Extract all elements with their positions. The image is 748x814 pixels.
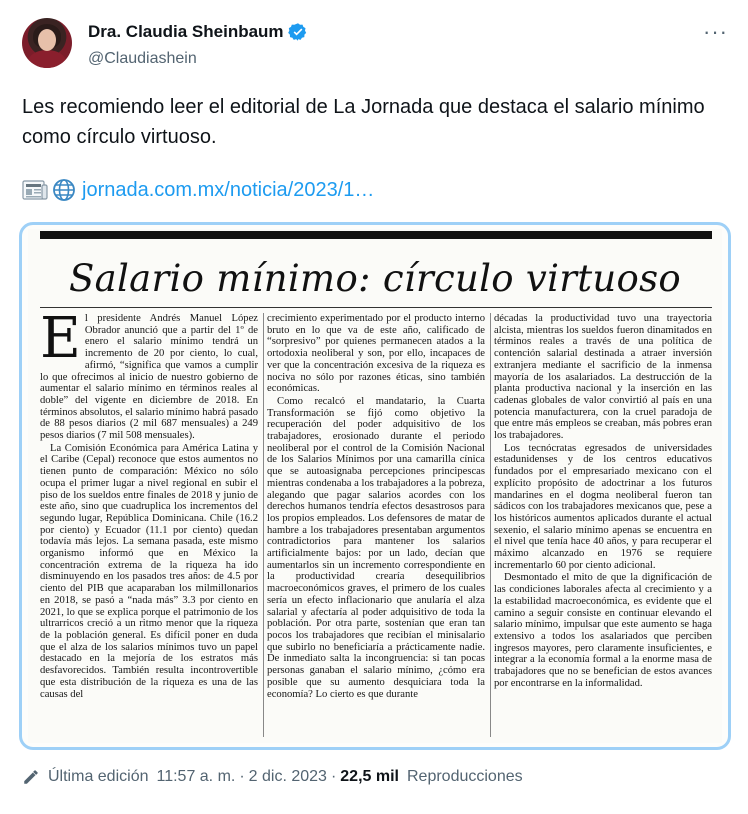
newspaper-icon: [22, 179, 48, 201]
column-divider: [490, 313, 491, 737]
column-3-paragraph-1: décadas la productividad tuvo una trayectoria alcista, mientras los sueldos fueron dinamitados en términos reales a través de una política de contención salarial destinada a atraer inversión extranjera mediante el sacrificio de la inmensa mayoría de los asalariados. La destrucción de la planta productiva nacional y la inserción en las cadenas globales de valor convirtió al país en una potencia manufacturera, con la cruel paradoja de que entre más empleos se creaban, más pobres eran los trabajadores.: [494, 313, 712, 442]
article-column-1: [40, 313, 258, 741]
article-column-3: [494, 313, 712, 741]
media-image-card[interactable]: [19, 222, 731, 750]
column-divider: [263, 313, 264, 737]
tweet-footer: [22, 768, 523, 786]
tweet-link-row[interactable]: [22, 178, 374, 202]
column-1-paragraph-1: l presidente Andrés Manuel López Obrador anunció que a partir del 1º de enero el salario mínimo tendrá un incremento de 20 por ciento, lo cual, afirmó, “significa que vamos a cumplir lo que ofrecimos al inicio de nuestro gobierno de aumentar el salario mínimo en términos reales al doble” del vigente en diciembre de 2018. En términos absolutos, el salario mínimo habrá pasado de 88 pesos diarios (2 mil 687 mensuales) a 249 pesos diarios (7 mil 508 mensuales).: [40, 313, 258, 442]
column-1-paragraph-2: La Comisión Económica para América Latina y el Caribe (Cepal) reconoce que estos aumentos no tienen punto de comparación: México no sólo ocupa el primer lugar a nivel regional en subir el piso de los sueldos entre finales de 2018 y junio de este año, sino que cuadruplica los incrementos del segundo lugar, República Dominicana. Chile (16.2 por ciento) y Ecuador (11.1 por ciento) quedan todavía más lejos. La semana pasada, este mismo organismo informó que en México la concentración extrema de la riqueza ha ido disminuyendo en los pasados tres años: de 4.5 por ciento del PIB que acaparaban los milmillonarios en 2018, se pasó a “nada más” 3.3 por ciento en 2021, lo que se explica porque el patrimonio de los ultrarricos creció a un ritmo menor que la riqueza de la población general. Es difícil poner en duda que el alza de los salarios mínimos tuvo un papel destacado en la mejoría de los estratos más desfavorecidos. También resulta incontrovertible que esta distribución de la riqueza es una de las causas del: [40, 442, 258, 700]
tweet-text: Les recomiendo leer el editorial de La Jornada que destaca el salario mínimo como círculo virtuoso.: [22, 96, 705, 148]
tweet-date[interactable]: 2 dic. 2023: [248, 768, 327, 785]
views-label: Reproducciones: [406, 768, 523, 785]
newspaper-top-bar: [40, 231, 712, 239]
editorial-title: Salario mínimo: círculo virtuoso: [69, 257, 681, 300]
column-3-paragraph-3: Desmontado el mito de que la dignificación de las condiciones laborales afecta al crecimiento y a la estabilidad macroeconómica, es evidente que el camino a seguir consiste en continuar elevando el salario mínimo, impulsar que este aumento se haga extensivo a todos los asalariados que perciben ingresos mayores, pero claramente insuficientes, e integrar a la economía formal a la enorme masa de trabajadores que no se benefician de estos avances por encontrarse en la informalidad.: [494, 572, 712, 689]
tweet-header: [22, 14, 728, 74]
views-count: 22,5 mil: [340, 768, 399, 785]
column-2-paragraph-1: crecimiento experimentado por el producto interno bruto en lo que va de este año, calificado de “sorpresivo” por quienes permanecen atados a la ortodoxia neoliberal y son, por ello, incapaces de ver que la concentración excesiva de la riqueza es nociva no sólo por razones éticas, sino también económicas.: [267, 313, 485, 395]
column-3-paragraph-2: Los tecnócratas egresados de universidades estadunidenses y de los centros educativos fundados por el empresariado mexicano con el explícito propósito de adoctrinar a los futuros mandarines en el dogma neoliberal fueron tan sádicos con los trabajadores mexicanos que, pese a los históricos aumentos aplicados durante el actual sexenio, el salario mínimo apenas se encuentra en el nivel que tenía hace 40 años, y para recuperar el máximo alcanzado en 1976 se requiere incrementarlo 60 por ciento adicional.: [494, 442, 712, 571]
article-column-2: [267, 313, 485, 741]
separator: ·: [330, 768, 337, 785]
separator: ·: [239, 768, 245, 785]
handle[interactable]: @Claudiashein: [88, 50, 197, 67]
display-name[interactable]: Dra. Claudia Sheinbaum: [88, 22, 284, 41]
edit-label[interactable]: Última edición: [48, 768, 149, 785]
name-row: [88, 22, 308, 42]
globe-icon: [52, 178, 76, 202]
avatar[interactable]: [22, 18, 72, 68]
newspaper-clipping: [28, 229, 722, 743]
more-options-icon[interactable]: ···: [703, 19, 728, 44]
title-rule: [40, 307, 712, 308]
drop-cap: E: [40, 313, 81, 371]
edit-pencil-icon: [22, 768, 40, 786]
tweet-time[interactable]: 11:57 a. m.: [156, 768, 236, 785]
column-2-paragraph-2: Como recalcó el mandatario, la Cuarta Transformación se fijó como objetivo la recuperación del poder adquisitivo de los trabajadores, erosionado durante el periodo neoliberal por el control de la Comisión Nacional de los Salarios Mínimos por una camarilla cínica que se autoasignaba percepciones principescas mientras condenaba a los trabajadores a la pobreza, alegando que pagar salarios acordes con los derechos humanos tendría efectos desastrosos para los propios empleados. Los defensores de matar de hambre a los trabajadores presentaban argumentos contradictorios para mantener los salarios artificialmente bajos: por un lado, decían que aumentarlos sin un incremento correspondiente en la productividad crearía desequilibrios macroeconómicos graves, el primero de los cuales sería un efecto inflacionario que anularía el alza salarial y afectaría al poder adquisitivo de toda la población. Por otra parte, sostenían que eran tan pocos los trabajadores que recibían el minisalario que subirlo no beneficiaría a prácticamente nadie. De inmediato salta la incongruencia: si tan pocas personas ganaban el salario mínimo, ¿cómo era posible que su aumento desquiciara toda la economía? Lo cierto es que durante: [267, 395, 485, 700]
verified-badge-icon: [288, 22, 308, 42]
article-link[interactable]: jornada.com.mx/noticia/2023/1…: [82, 178, 375, 201]
